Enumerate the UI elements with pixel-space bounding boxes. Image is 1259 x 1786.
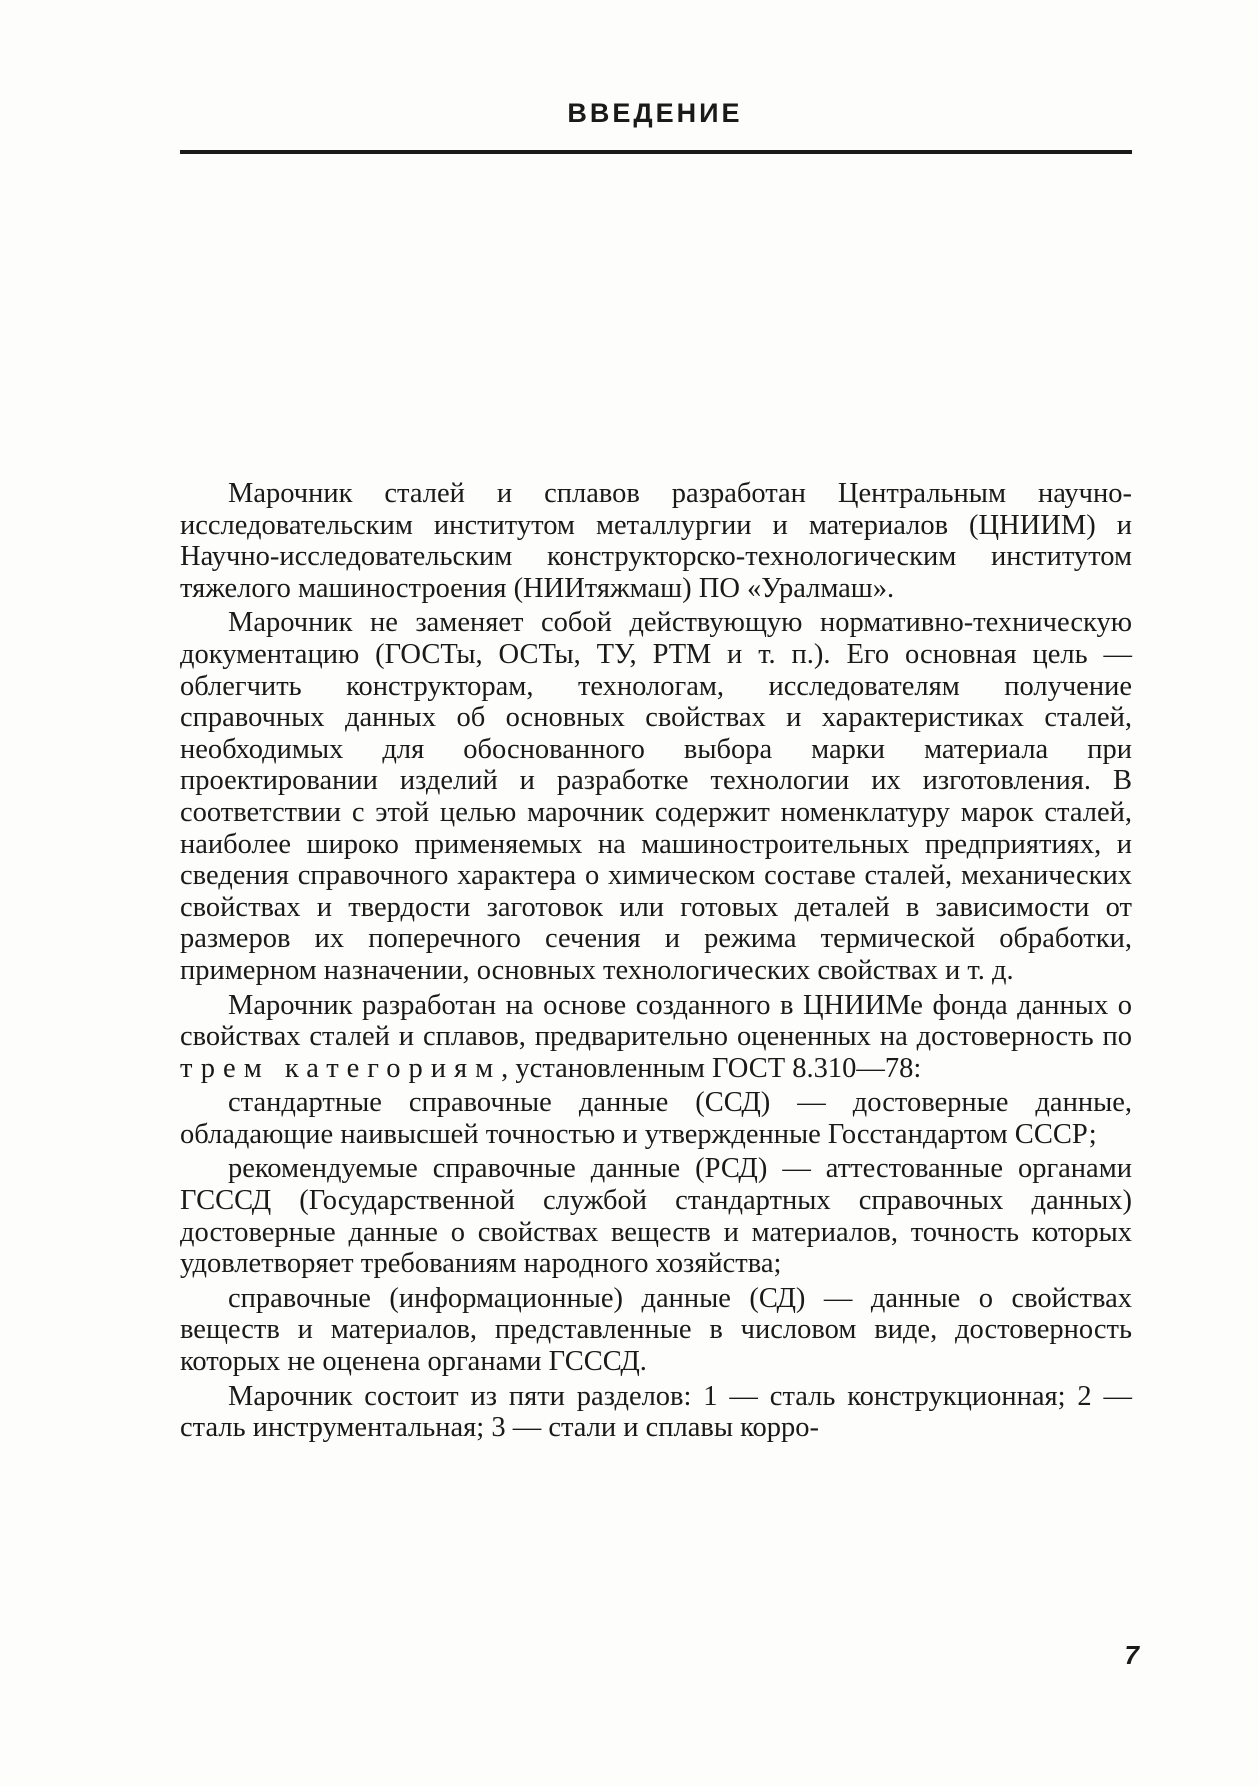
page-heading: ВВЕДЕНИЕ <box>567 98 743 128</box>
paragraph-3 <box>180 990 1132 1085</box>
paragraph-3-end: , установленным ГОСТ 8.310—78: <box>501 1052 922 1084</box>
list-item-rsd: рекомендуемые справочные данные (РСД) — аттестованные органами ГСССД (Государственной службой стандартных справочных данных) достоверные данные о свойствах веществ и материалов, точность которых удовлетворяет требованиям народного хозяйства; <box>180 1153 1132 1280</box>
page-number: 7 <box>1124 1640 1139 1670</box>
spaced-emphasis: трем категориям <box>180 1052 502 1084</box>
paragraph-1: Марочник сталей и сплавов разработан Центральным научно-исследовательским институтом металлургии и материалов (ЦНИИМ) и Научно-исследовательским конструкторско-технологическим институтом тяжелого машиностроения (НИИтяжмаш) ПО «Уралмаш». <box>180 478 1132 604</box>
list-item-sd: справочные (информационные) данные (СД) — данные о свойствах веществ и материалов, представленные в числовом виде, достоверность которых не оценена органами ГСССД. <box>180 1282 1132 1378</box>
paragraph-last: Марочник состоит из пяти разделов: 1 — сталь конструкционная; 2 — сталь инструментальная; 3 — стали и сплавы корро- <box>180 1380 1132 1444</box>
paragraph-3-start: Марочник разработан на основе созданного в ЦНИИМе фонда данных о свойствах сталей и сплавов, предварительно оцененных на достоверность по <box>180 989 1132 1053</box>
body-text <box>180 478 1132 1447</box>
heading-rule <box>180 150 1132 154</box>
list-item-ssd: стандартные справочные данные (ССД) — достоверные данные, обладающие наивысшей точностью и утвержденные Госстандартом СССР; <box>180 1087 1132 1150</box>
paragraph-2: Марочник не заменяет собой действующую нормативно-техническую документацию (ГОСТы, ОСТы, ТУ, РТМ и т. п.). Его основная цель — облегчить конструкторам, технологам, исследователям получение справочных данных об основных свойствах и характеристиках сталей, необходимых для обоснованного выбора марки материала при проектировании изделий и разработке технологии их изготовления. В соответствии с этой целью марочник содержит номенклатуру марок сталей, наиболее широко применяемых на машиностроительных предприятиях, и сведения справочного характера о химическом составе сталей, механических свойствах и твердости заготовок или готовых деталей в зависимости от размеров их поперечного сечения и режима термической обработки, примерном назначении, основных технологических свойствах и т. д. <box>180 607 1132 986</box>
